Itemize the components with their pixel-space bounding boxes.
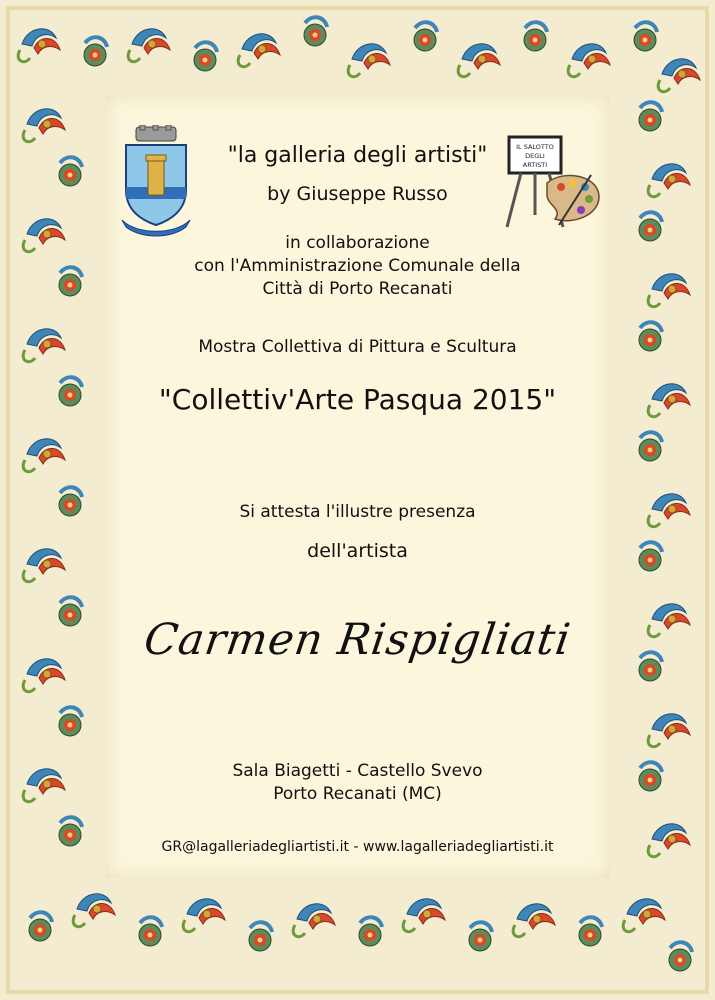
gallery-byline: by Giuseppe Russo xyxy=(267,183,448,205)
collaboration-text xyxy=(105,232,610,301)
svg-text:DEGLI: DEGLI xyxy=(525,152,545,160)
collab-line: in collaborazione xyxy=(285,233,430,253)
artist-label: dell'artista xyxy=(307,540,408,562)
collab-line: Città di Porto Recanati xyxy=(262,279,453,299)
collab-line: con l'Amministrazione Comunale della xyxy=(194,256,521,276)
exhibition-name: "Collettiv'Arte Pasqua 2015" xyxy=(158,383,557,416)
contact-links[interactable]: GR@lagalleriadegliartisti.it - www.lagalleriadegliartisti.it xyxy=(161,839,554,855)
svg-text:IL SALOTTO: IL SALOTTO xyxy=(516,143,554,151)
venue-line: Porto Recanati (MC) xyxy=(273,784,442,804)
svg-text:ARTISTI: ARTISTI xyxy=(522,161,548,169)
artist-name: Carmen Rispigliati xyxy=(141,615,574,665)
venue-line: Sala Biagetti - Castello Svevo xyxy=(232,761,483,781)
gallery-title: "la galleria degli artisti" xyxy=(227,143,488,168)
venue-info xyxy=(105,760,610,806)
attestation-line: Si attesta l'illustre presenza xyxy=(239,502,476,522)
exhibition-type: Mostra Collettiva di Pittura e Scultura xyxy=(198,337,517,357)
